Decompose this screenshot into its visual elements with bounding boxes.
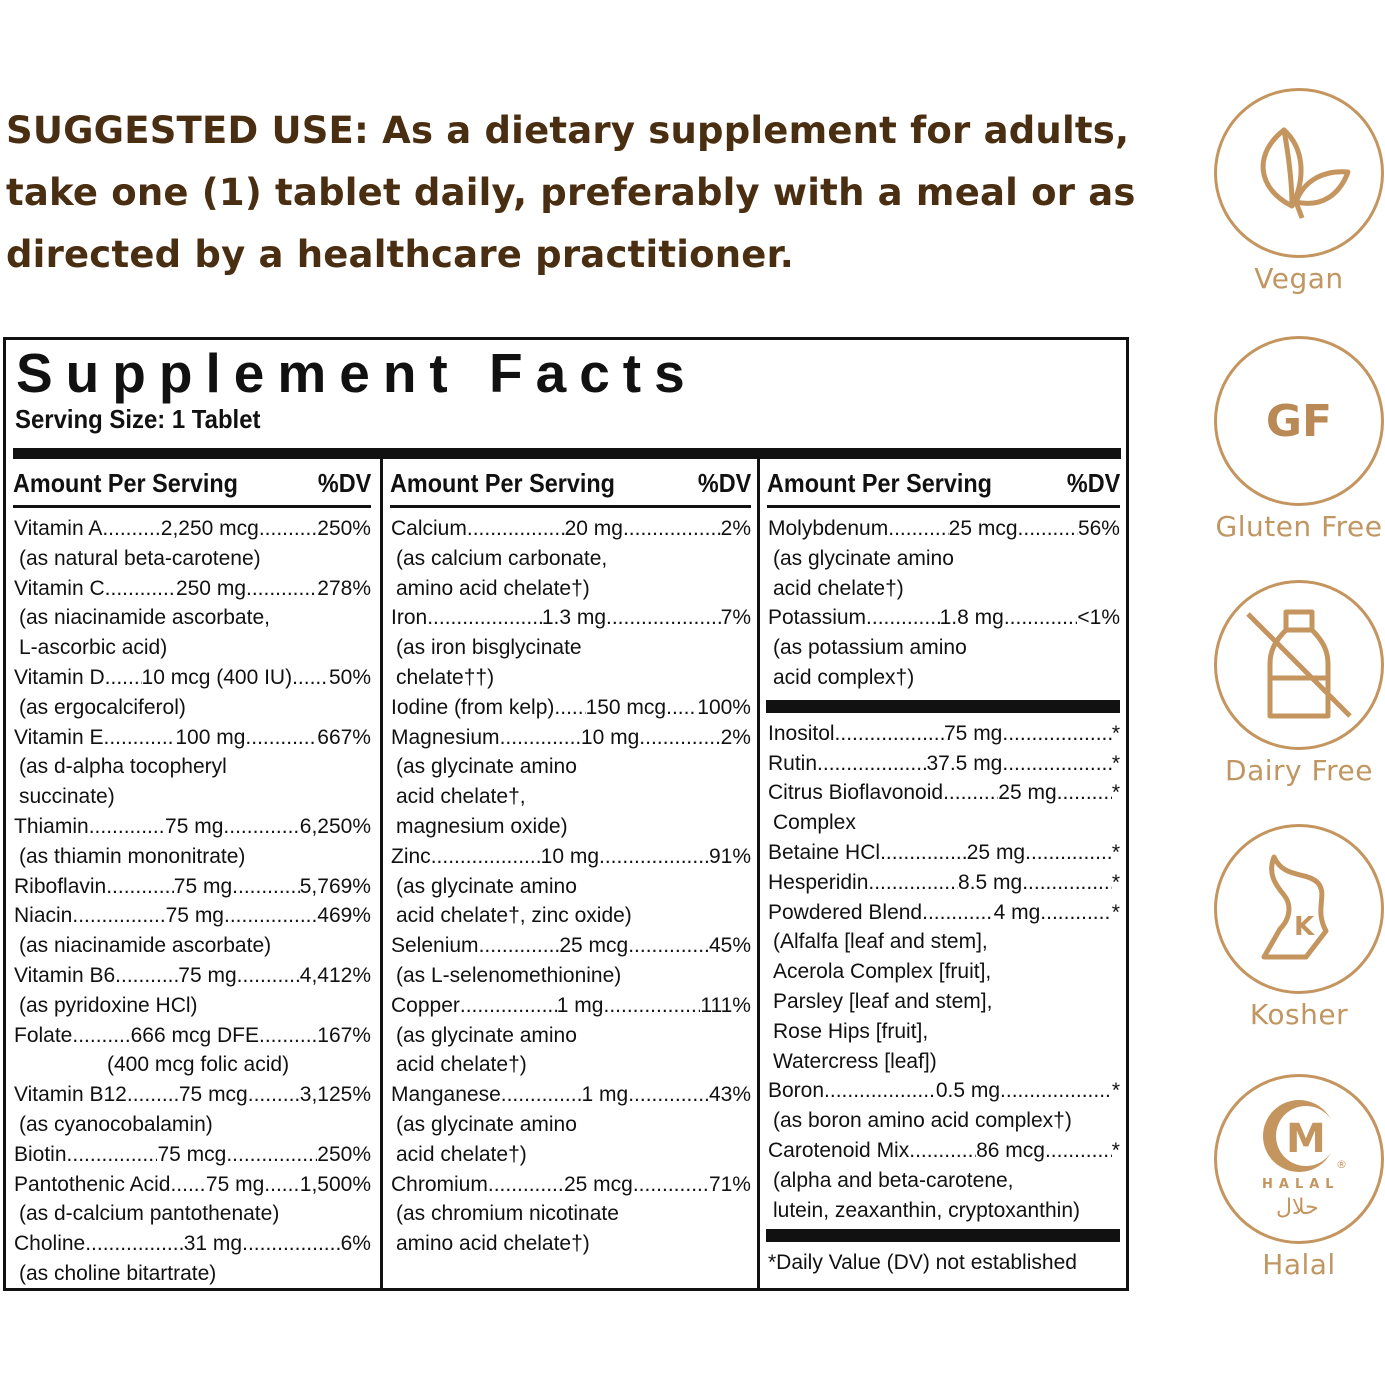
nutrient-name: Copper <box>391 993 460 1017</box>
nutrient-name: Citrus Bioflavonoid <box>768 781 944 805</box>
nutrient-name: Hesperidin <box>768 870 869 894</box>
nutrient-row <box>768 1076 1120 1106</box>
leader-dots <box>943 778 998 808</box>
nutrient-amount: 4 mg <box>993 900 1041 924</box>
nutrient-amount: 10 mg <box>540 844 600 868</box>
daily-value: 7% <box>720 606 751 630</box>
leader-dots <box>85 1229 184 1259</box>
nutrient-name: Inositol <box>768 721 835 745</box>
badge-kosher <box>1199 824 1385 1031</box>
leader-dots <box>460 991 557 1021</box>
daily-value: 250% <box>317 517 371 540</box>
nutrient-source-note: (400 mcg folic acid) <box>107 1053 290 1077</box>
daily-value: 45% <box>708 934 751 958</box>
nutrient-name: Iodine (from kelp) <box>391 695 555 719</box>
nutrient-source-note: Parsley [leaf and stem], <box>773 989 993 1013</box>
badge-label: Halal <box>1262 1248 1336 1281</box>
leaf-icon <box>1214 88 1384 258</box>
leader-dots <box>599 842 709 872</box>
amount-header: Amount Per Serving <box>767 467 992 498</box>
daily-value: 6% <box>340 1232 371 1256</box>
column-header <box>767 459 1120 508</box>
leader-dots <box>232 872 300 902</box>
leader-dots <box>170 1170 205 1200</box>
leader-dots <box>104 723 176 753</box>
leader-dots <box>880 838 967 868</box>
daily-value: 250% <box>317 1142 371 1166</box>
daily-value: 91% <box>708 844 751 868</box>
nutrient-amount: 1.3 mg <box>541 606 607 630</box>
nutrient-name: Molybdenum <box>768 517 889 540</box>
nutrient-amount: 25 mcg <box>563 1172 633 1196</box>
daily-value: * <box>1111 1138 1120 1162</box>
leader-dots <box>603 991 700 1021</box>
daily-value: * <box>1111 1079 1120 1103</box>
nutrient-source-note: (as d-alpha tocopheryl <box>19 755 227 779</box>
badge-label: Vegan <box>1254 262 1344 295</box>
leader-dots <box>817 749 926 779</box>
leader-dots <box>67 1140 158 1170</box>
nutrient-amount: 1 mg <box>581 1083 629 1107</box>
leader-dots <box>427 603 542 633</box>
nutrient-name: Selenium <box>391 934 479 958</box>
svg-text:K: K <box>1294 912 1315 942</box>
daily-value: 469% <box>317 904 371 928</box>
daily-value: 56% <box>1077 517 1120 540</box>
nutrient-row <box>768 749 1120 779</box>
leader-dots <box>639 723 720 753</box>
nutrient-amount: 250 mg <box>175 576 246 600</box>
nutrient-amount: 10 mg <box>580 725 640 749</box>
leader-dots <box>226 1140 317 1170</box>
nutrient-amount: 37.5 mg <box>926 751 1003 775</box>
nutrient-source-note: Watercress [leaf]) <box>773 1049 937 1073</box>
leader-dots <box>264 1170 299 1200</box>
nutrient-amount: 1 mg <box>556 993 604 1017</box>
leader-dots <box>922 898 994 928</box>
nutrient-name: Powdered Blend <box>768 900 923 924</box>
nutrient-source-note: (as glycinate amino <box>773 546 954 570</box>
leader-dots <box>866 603 940 633</box>
leader-dots <box>824 1076 936 1106</box>
nutrient-row <box>391 693 751 723</box>
nutrient-row <box>391 514 751 544</box>
nutrient-source-note: (as ergocalciferol) <box>19 695 186 719</box>
halal-arabic: حلال <box>1276 1195 1319 1220</box>
daily-value: * <box>1111 721 1120 745</box>
nutrient-source-note: lutein, zeaxanthin, cryptoxanthin) <box>773 1198 1081 1222</box>
nutrient-name: Vitamin B6 <box>14 963 116 987</box>
nutrient-row <box>14 1170 371 1200</box>
leader-dots <box>237 961 300 991</box>
leader-dots <box>292 663 329 693</box>
nutrient-source-note: Complex <box>773 811 856 835</box>
column-header <box>390 459 751 508</box>
leader-dots <box>500 723 581 753</box>
gf-icon-text: GF <box>1265 395 1333 447</box>
nutrient-source-note: succinate) <box>19 785 115 809</box>
nutrient-source-note: (as natural beta-carotene) <box>19 546 261 570</box>
nutrient-list <box>760 508 1126 1278</box>
leader-dots <box>431 842 541 872</box>
nutrient-source-note: L-ascorbic acid) <box>19 636 168 660</box>
daily-value: 2% <box>720 725 751 749</box>
leader-dots <box>105 663 142 693</box>
nutrient-name: Thiamin <box>14 814 89 838</box>
leader-dots <box>479 931 560 961</box>
nutrient-amount: 31 mg <box>183 1232 243 1256</box>
badge-halal <box>1199 1074 1385 1281</box>
section-divider <box>766 1229 1120 1242</box>
serving-size: Serving Size: 1 Tablet <box>15 404 261 434</box>
daily-value: 2% <box>720 517 751 540</box>
nutrient-source-note: (as chromium nicotinate <box>396 1202 619 1226</box>
nutrient-name: Iron <box>391 606 428 630</box>
nutrient-source-note: (as choline bitartrate) <box>19 1261 217 1285</box>
dv-header: %DV <box>697 467 751 498</box>
nutrient-row <box>768 868 1120 898</box>
leader-dots <box>488 1170 564 1200</box>
nutrient-amount: 25 mcg <box>559 934 629 958</box>
leader-dots <box>1002 719 1111 749</box>
daily-value: 6,250% <box>299 814 371 838</box>
nutrient-row <box>14 663 371 693</box>
nutrient-source-note: (as potassium amino <box>773 636 967 660</box>
daily-value: * <box>1111 870 1120 894</box>
nutrient-row <box>14 961 371 991</box>
badge-label: Kosher <box>1249 998 1349 1031</box>
leader-dots <box>888 514 948 544</box>
leader-dots <box>1040 898 1112 928</box>
nutrient-source-note: (as pyridoxine HCl) <box>19 993 198 1017</box>
nutrient-source-note: (as thiamin mononitrate) <box>19 844 246 868</box>
nutrient-source-note: (Alfalfa [leaf and stem], <box>773 930 988 954</box>
leader-dots <box>1004 603 1078 633</box>
leader-dots <box>245 723 317 753</box>
nutrient-source-note: (as iron bisglycinate <box>396 636 582 660</box>
daily-value: <1% <box>1077 606 1120 630</box>
nutrient-name: Biotin <box>14 1142 67 1166</box>
facts-column-1 <box>6 459 377 1288</box>
nutrient-name: Chromium <box>391 1172 488 1196</box>
amount-header: Amount Per Serving <box>390 467 615 498</box>
nutrient-source-note: (as niacinamide ascorbate, <box>19 606 270 630</box>
leader-dots <box>633 1170 709 1200</box>
leader-dots <box>72 1021 130 1051</box>
nutrient-source-note: (as cyanocobalamin) <box>19 1112 213 1136</box>
daily-value: * <box>1111 900 1120 924</box>
suggested-use-line: take one (1) tablet daily, preferably with a meal or as <box>6 171 1136 214</box>
nutrient-source-note: (as d-calcium pantothenate) <box>19 1202 280 1226</box>
nutrient-source-note: (as glycinate amino <box>396 1112 577 1136</box>
nutrient-name: Rutin <box>768 751 818 775</box>
nutrient-amount: 20 mg <box>564 517 623 540</box>
nutrient-name: Vitamin E <box>14 725 104 749</box>
nutrient-source-note: (as L-selenomethionine) <box>396 963 622 987</box>
nutrient-name: Carotenoid Mix <box>768 1138 910 1162</box>
nutrient-source-note: Rose Hips [fruit], <box>773 1019 929 1043</box>
nutrient-amount: 25 mg <box>998 781 1057 805</box>
nutrient-row <box>391 1080 751 1110</box>
daily-value: 111% <box>700 993 751 1017</box>
nutrient-list <box>383 508 757 1259</box>
nutrient-row <box>14 872 371 902</box>
daily-value: 167% <box>317 1023 371 1047</box>
daily-value: * <box>1111 751 1120 775</box>
leader-dots <box>1022 868 1112 898</box>
leader-dots <box>72 901 165 931</box>
nutrient-amount: 75 mg <box>165 904 224 928</box>
nutrient-source-note: (alpha and beta-carotene, <box>773 1168 1014 1192</box>
halal-text: HALAL <box>1262 1177 1340 1192</box>
leader-dots <box>89 812 165 842</box>
nutrient-name: Vitamin B12 <box>14 1083 127 1107</box>
nutrient-amount: 2,250 mcg <box>160 517 259 540</box>
leader-dots <box>467 514 565 544</box>
leader-dots <box>223 812 299 842</box>
nutrient-row <box>768 514 1120 544</box>
leader-dots <box>1045 1136 1112 1166</box>
facts-column-3 <box>757 459 1126 1288</box>
badge-vegan <box>1199 88 1385 295</box>
nutrient-row <box>14 812 371 842</box>
nutrient-row <box>768 898 1120 928</box>
nutrient-source-note: (as boron amino acid complex†) <box>773 1109 1072 1133</box>
nutrient-amount: 8.5 mg <box>958 870 1023 894</box>
nutrient-row <box>14 1021 371 1051</box>
leader-dots <box>868 868 958 898</box>
nutrient-amount: 10 mcg (400 IU) <box>141 665 293 689</box>
nutrient-name: Choline <box>14 1232 86 1256</box>
nutrient-source-note: acid chelate†) <box>396 1053 527 1077</box>
nutrient-row <box>14 1229 371 1259</box>
daily-value: 3,125% <box>299 1083 371 1107</box>
nutrient-name: Vitamin D <box>14 665 105 689</box>
gf-icon <box>1214 336 1384 506</box>
dv-header: %DV <box>1066 467 1120 498</box>
suggested-use-text <box>6 100 1146 286</box>
daily-value: 71% <box>708 1172 751 1196</box>
nutrient-amount: 25 mcg <box>948 517 1018 540</box>
nutrient-source-note: amino acid chelate†) <box>396 1232 590 1256</box>
nutrient-name: Niacin <box>14 904 73 928</box>
nutrient-name: Potassium <box>768 606 867 630</box>
nutrient-source-note: acid chelate†) <box>773 576 904 600</box>
nutrient-name: Calcium <box>391 517 467 540</box>
badge-label: Gluten Free <box>1215 510 1383 543</box>
nutrient-amount: 86 mcg <box>976 1138 1045 1162</box>
leader-dots <box>127 1080 179 1110</box>
nutrient-name: Pantothenic Acid <box>14 1172 171 1196</box>
leader-dots <box>115 961 178 991</box>
nutrient-row <box>14 574 371 604</box>
leader-dots <box>248 1080 300 1110</box>
leader-dots <box>1025 838 1112 868</box>
nutrient-source-note: (as glycinate amino <box>396 874 577 898</box>
nutrient-amount: 75 mcg <box>157 1142 227 1166</box>
nutrient-name: Boron <box>768 1079 825 1103</box>
nutrient-row <box>14 901 371 931</box>
daily-value: 50% <box>328 665 371 689</box>
leader-dots <box>623 514 721 544</box>
nutrient-row <box>391 842 751 872</box>
leader-dots <box>106 872 174 902</box>
daily-value: 4,412% <box>299 963 371 987</box>
halal-m-icon <box>1214 1074 1384 1244</box>
leader-dots <box>105 574 176 604</box>
badge-dairy-free <box>1199 580 1385 787</box>
nutrient-source-note: acid chelate†) <box>396 1142 527 1166</box>
nutrient-source-note: acid chelate†, <box>396 785 526 809</box>
amount-header: Amount Per Serving <box>13 467 238 498</box>
nutrient-source-note: (as glycinate amino <box>396 1023 577 1047</box>
nutrient-amount: 75 mg <box>205 1172 265 1196</box>
nutrient-row <box>768 838 1120 868</box>
nutrient-name: Betaine HCl <box>768 840 881 864</box>
nutrient-row <box>768 719 1120 749</box>
no-milk-icon <box>1214 580 1384 750</box>
leader-dots <box>554 693 585 723</box>
nutrient-source-note: Acerola Complex [fruit], <box>773 960 992 984</box>
nutrient-source-note: (as niacinamide ascorbate) <box>19 934 272 958</box>
halal-m-letter: M <box>1286 1116 1326 1162</box>
nutrient-name: Manganese <box>391 1083 501 1107</box>
section-divider <box>766 700 1120 713</box>
nutrient-row <box>14 1140 371 1170</box>
nutrient-amount: 666 mcg DFE <box>130 1023 260 1047</box>
leader-dots <box>606 603 721 633</box>
nutrient-row <box>391 931 751 961</box>
nutrient-amount: 75 mcg <box>178 1083 248 1107</box>
leader-dots <box>628 1080 709 1110</box>
leader-dots <box>259 514 317 544</box>
daily-value: 43% <box>708 1083 751 1107</box>
suggested-use-line: directed by a healthcare practitioner. <box>6 233 795 276</box>
dv-footnote: *Daily Value (DV) not established <box>768 1251 1077 1275</box>
nutrient-amount: 25 mg <box>966 840 1026 864</box>
daily-value: 5,769% <box>299 874 371 898</box>
nutrient-row <box>768 778 1120 808</box>
nutrient-amount: 75 mg <box>944 721 1003 745</box>
leader-dots <box>1002 749 1111 779</box>
leader-dots <box>246 574 317 604</box>
badge-gluten-free <box>1199 336 1385 543</box>
kosher-k-icon <box>1214 824 1384 994</box>
nutrient-row <box>14 723 371 753</box>
badge-label: Dairy Free <box>1225 754 1373 787</box>
leader-dots <box>1000 1076 1112 1106</box>
supplement-facts-panel <box>3 337 1129 1291</box>
nutrient-source-note: acid complex†) <box>773 665 915 689</box>
leader-dots <box>224 901 317 931</box>
nutrient-row <box>391 991 751 1021</box>
column-header <box>13 459 371 508</box>
daily-value: * <box>1111 781 1120 805</box>
nutrient-row <box>14 1080 371 1110</box>
nutrient-source-note: chelate††) <box>396 665 495 689</box>
leader-dots <box>835 719 944 749</box>
leader-dots <box>1018 514 1078 544</box>
dv-header: %DV <box>317 467 371 498</box>
leader-dots <box>259 1021 317 1051</box>
nutrient-name: Folate <box>14 1023 73 1047</box>
nutrient-name: Magnesium <box>391 725 500 749</box>
nutrient-name: Vitamin C <box>14 576 105 600</box>
daily-value: * <box>1111 840 1120 864</box>
nutrient-amount: 100 mg <box>175 725 246 749</box>
nutrient-row <box>391 1170 751 1200</box>
registered-mark: ® <box>1336 1158 1347 1171</box>
nutrient-source-note: magnesium oxide) <box>396 814 568 838</box>
nutrient-amount: 75 mg <box>165 814 224 838</box>
leader-dots <box>242 1229 341 1259</box>
nutrient-source-note: (as calcium carbonate, <box>396 546 608 570</box>
nutrient-amount: 150 mcg <box>585 695 667 719</box>
nutrient-name: Vitamin A <box>14 517 103 540</box>
thick-divider <box>13 448 1121 459</box>
leader-dots <box>1057 778 1112 808</box>
facts-column-2 <box>380 459 757 1288</box>
leader-dots <box>501 1080 582 1110</box>
nutrient-amount: 75 mg <box>173 874 233 898</box>
daily-value: 100% <box>697 695 751 719</box>
nutrient-amount: 75 mg <box>178 963 237 987</box>
nutrient-amount: 1.8 mg <box>939 606 1004 630</box>
daily-value: 667% <box>317 725 371 749</box>
suggested-use-line: SUGGESTED USE: As a dietary supplement for adults, <box>6 109 1130 152</box>
facts-title: Supplement Facts <box>16 342 698 404</box>
nutrient-row <box>768 1136 1120 1166</box>
leader-dots <box>628 931 709 961</box>
nutrient-row <box>768 603 1120 633</box>
nutrient-name: Zinc <box>391 844 431 868</box>
nutrient-source-note: amino acid chelate†) <box>396 576 590 600</box>
nutrient-row <box>14 514 371 544</box>
leader-dots <box>666 693 697 723</box>
leader-dots <box>102 514 160 544</box>
nutrient-source-note: acid chelate†, zinc oxide) <box>396 904 632 928</box>
nutrient-row <box>391 723 751 753</box>
nutrient-amount: 0.5 mg <box>935 1079 1001 1103</box>
daily-value: 278% <box>317 576 371 600</box>
nutrient-source-note: (as glycinate amino <box>396 755 577 779</box>
nutrient-name: Riboflavin <box>14 874 107 898</box>
leader-dots <box>909 1136 976 1166</box>
nutrient-row <box>391 603 751 633</box>
daily-value: 1,500% <box>299 1172 371 1196</box>
nutrient-list <box>6 508 377 1289</box>
